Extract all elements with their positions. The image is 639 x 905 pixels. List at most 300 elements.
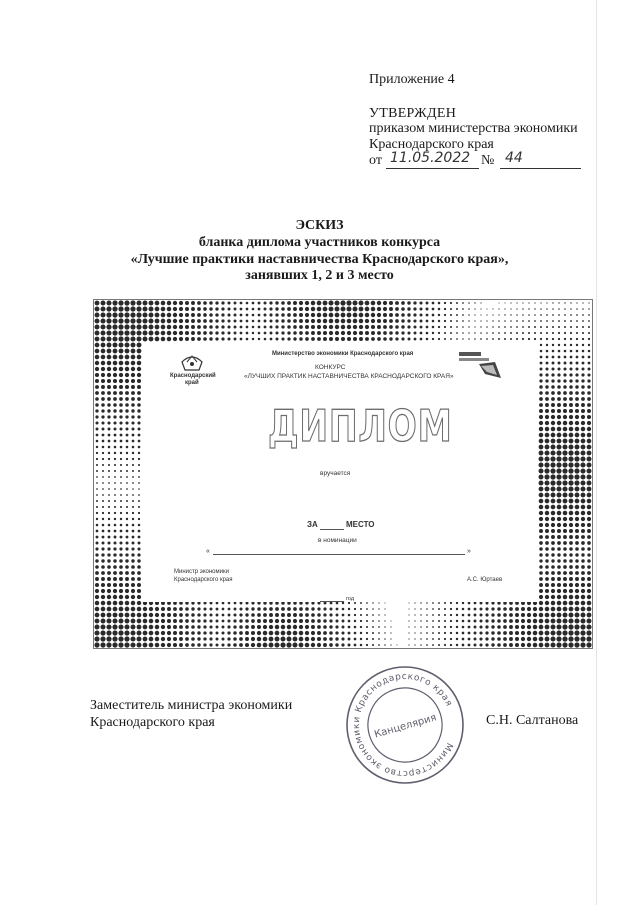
halftone-dot [96, 476, 98, 478]
halftone-dot [137, 619, 142, 624]
halftone-dot [287, 337, 290, 340]
halftone-dot [354, 632, 357, 635]
halftone-dot [197, 637, 200, 640]
halftone-dot [112, 336, 117, 341]
halftone-dot [126, 476, 128, 478]
halftone-dot [119, 355, 124, 360]
halftone-dot [378, 626, 380, 628]
halftone-dot [149, 613, 153, 617]
halftone-dot [551, 529, 555, 533]
halftone-dot [227, 319, 230, 322]
halftone-dot [185, 643, 189, 647]
halftone-dot [574, 618, 579, 623]
halftone-dot [155, 331, 160, 336]
halftone-dot [114, 494, 116, 496]
halftone-dot [568, 624, 573, 629]
halftone-dot [293, 625, 297, 629]
halftone-dot [155, 301, 160, 306]
halftone-dot [317, 325, 321, 329]
halftone-dot [564, 356, 567, 359]
halftone-dot [299, 619, 303, 623]
halftone-dot [474, 338, 476, 340]
halftone-dot [102, 434, 105, 437]
halftone-dot [580, 624, 585, 629]
halftone-dot [101, 547, 104, 550]
halftone-dot [107, 565, 111, 569]
halftone-dot [569, 559, 573, 563]
halftone-dot [124, 336, 129, 341]
halftone-dot [131, 625, 136, 630]
halftone-dot [569, 595, 573, 599]
halftone-dot [582, 302, 583, 303]
halftone-dot [264, 332, 267, 335]
halftone-dot [557, 511, 562, 516]
halftone-dot [558, 308, 560, 310]
krasnodar-emblem-icon [179, 350, 205, 372]
halftone-dot [378, 602, 379, 603]
halftone-dot [209, 631, 212, 634]
halftone-dot [137, 373, 141, 377]
halftone-dot [222, 620, 225, 623]
halftone-dot [474, 626, 477, 629]
halftone-dot [426, 308, 429, 311]
halftone-dot [545, 493, 550, 498]
halftone-dot [137, 415, 140, 418]
halftone-dot [556, 462, 561, 467]
halftone-dot [568, 456, 573, 461]
halftone-dot [120, 530, 123, 533]
halftone-dot [575, 379, 578, 382]
halftone-dot [335, 331, 339, 335]
halftone-dot [299, 313, 303, 317]
halftone-dot [100, 324, 105, 329]
halftone-dot [281, 319, 284, 322]
halftone-dot [113, 409, 116, 412]
halftone-dot [102, 494, 104, 496]
halftone-dot [221, 637, 224, 640]
halftone-dot [335, 625, 338, 628]
halftone-dot [95, 613, 100, 618]
halftone-dot [317, 337, 321, 341]
halftone-dot [101, 349, 106, 354]
halftone-dot [444, 620, 446, 622]
halftone-dot [390, 620, 391, 621]
halftone-dot [118, 630, 123, 635]
halftone-dot [480, 314, 481, 315]
halftone-dot [119, 619, 124, 624]
halftone-dot [102, 428, 105, 431]
halftone-dot [533, 631, 538, 636]
halftone-dot [143, 607, 147, 611]
halftone-dot [444, 626, 446, 628]
halftone-dot [510, 314, 511, 315]
halftone-dot [557, 379, 560, 382]
halftone-dot [269, 301, 272, 304]
halftone-dot [574, 450, 579, 455]
halftone-dot [136, 330, 141, 335]
halftone-dot [119, 607, 124, 612]
halftone-dot [420, 602, 421, 603]
halftone-dot [556, 450, 561, 455]
halftone-dot [94, 636, 99, 641]
halftone-dot [113, 343, 118, 348]
halftone-dot [444, 632, 446, 634]
halftone-dot [545, 373, 548, 376]
halftone-dot [137, 631, 142, 636]
halftone-dot [228, 608, 231, 611]
halftone-dot [239, 619, 242, 622]
halftone-dot [563, 391, 567, 395]
halftone-dot [359, 307, 364, 312]
halftone-dot [120, 476, 122, 478]
halftone-dot [562, 636, 567, 641]
halftone-dot [413, 301, 416, 304]
halftone-dot [126, 488, 128, 490]
halftone-dot [384, 626, 385, 627]
halftone-dot [516, 308, 517, 309]
halftone-dot [114, 440, 117, 443]
halftone-dot [113, 397, 117, 401]
halftone-dot [360, 620, 362, 622]
halftone-dot [551, 421, 555, 425]
halftone-dot [534, 338, 536, 340]
halftone-dot [227, 643, 230, 646]
halftone-dot [215, 319, 218, 322]
halftone-dot [222, 614, 225, 617]
halftone-dot [323, 313, 328, 318]
halftone-dot [420, 620, 421, 621]
halftone-dot [426, 620, 428, 622]
halftone-dot [468, 626, 471, 629]
halftone-dot [522, 314, 524, 316]
halftone-dot [588, 338, 590, 340]
halftone-dot [275, 637, 280, 642]
halftone-dot [562, 468, 567, 473]
halftone-dot [540, 338, 542, 340]
halftone-dot [556, 486, 561, 491]
halftone-dot [515, 625, 519, 629]
halftone-dot [275, 631, 280, 636]
halftone-dot [131, 355, 136, 360]
title-line-3: «Лучшие практики наставничества Краснодарского края», [130, 252, 509, 267]
halftone-dot [155, 613, 159, 617]
halftone-dot [539, 451, 544, 456]
halftone-dot [305, 643, 310, 648]
halftone-dot [346, 300, 351, 305]
halftone-dot [587, 391, 591, 395]
halftone-dot [107, 589, 111, 593]
halftone-dot [108, 458, 110, 460]
halftone-dot [95, 601, 99, 605]
halftone-dot [557, 499, 562, 504]
year-suffix: год [346, 596, 355, 602]
halftone-dot [551, 571, 555, 575]
halftone-dot [359, 331, 363, 335]
halftone-dot [286, 642, 291, 647]
halftone-dot [234, 338, 237, 341]
halftone-dot [173, 331, 177, 335]
halftone-dot [335, 643, 338, 646]
halftone-dot [420, 644, 422, 646]
halftone-dot [179, 607, 183, 611]
halftone-dot [558, 332, 560, 334]
halftone-dot [558, 302, 559, 303]
halftone-dot [551, 517, 555, 521]
halftone-dot [533, 625, 538, 630]
halftone-dot [234, 314, 237, 317]
halftone-dot [209, 619, 212, 622]
halftone-dot [568, 486, 573, 491]
halftone-dot [569, 505, 574, 510]
halftone-dot [581, 445, 586, 450]
halftone-dot [142, 318, 147, 323]
halftone-dot [347, 331, 351, 335]
halftone-dot [516, 332, 518, 334]
halftone-dot [354, 626, 357, 629]
halftone-dot [126, 440, 129, 443]
halftone-dot [456, 638, 458, 640]
halftone-dot [564, 314, 566, 316]
halftone-dot [149, 643, 154, 648]
halftone-dot [557, 577, 561, 581]
halftone-dot [101, 355, 106, 360]
halftone-dot [107, 367, 111, 371]
halftone-dot [107, 409, 110, 412]
halftone-dot [317, 631, 321, 635]
halftone-dot [540, 308, 542, 310]
halftone-dot [551, 499, 556, 504]
halftone-dot [534, 326, 536, 328]
halftone-dot [539, 529, 543, 533]
halftone-dot [552, 338, 554, 340]
halftone-dot [167, 337, 171, 341]
halftone-dot [497, 619, 501, 623]
halftone-dot [113, 583, 117, 587]
halftone-dot [161, 631, 165, 635]
halftone-dot [569, 601, 574, 606]
halftone-dot [107, 547, 110, 550]
halftone-dot [161, 319, 166, 324]
halftone-dot [215, 313, 218, 316]
halftone-dot [179, 319, 183, 323]
halftone-dot [450, 314, 452, 316]
halftone-dot [143, 625, 148, 630]
halftone-dot [102, 518, 104, 520]
halftone-dot [179, 637, 183, 641]
halftone-dot [521, 637, 525, 641]
halftone-dot [293, 325, 297, 329]
halftone-dot [546, 326, 548, 328]
halftone-dot [408, 632, 409, 633]
halftone-dot [562, 480, 567, 485]
halftone-dot [456, 620, 458, 622]
halftone-dot [246, 326, 249, 329]
halftone-dot [557, 409, 561, 413]
halftone-dot [390, 644, 391, 645]
halftone-dot [545, 577, 549, 581]
halftone-dot [102, 470, 104, 472]
halftone-dot [341, 337, 345, 341]
halftone-dot [149, 625, 154, 630]
halftone-dot [137, 349, 142, 354]
halftone-dot [96, 536, 99, 539]
halftone-dot [106, 624, 111, 629]
halftone-dot [377, 319, 381, 323]
halftone-dot [462, 614, 465, 617]
halftone-dot [239, 625, 243, 629]
halftone-dot [251, 643, 255, 647]
halftone-dot [581, 391, 585, 395]
halftone-dot [191, 337, 195, 341]
halftone-dot [317, 619, 321, 623]
halftone-dot [108, 476, 110, 478]
halftone-dot [108, 452, 110, 454]
halftone-dot [539, 631, 544, 636]
halftone-dot [408, 638, 409, 639]
halftone-dot [575, 541, 579, 545]
halftone-dot [119, 589, 123, 593]
halftone-dot [95, 379, 99, 383]
halftone-dot [545, 445, 550, 450]
halftone-dot [581, 511, 585, 515]
halftone-dot [348, 620, 351, 623]
halftone-dot [582, 332, 584, 334]
halftone-dot [305, 631, 309, 635]
halftone-dot [557, 601, 562, 606]
halftone-dot [366, 638, 368, 640]
halftone-dot [552, 302, 553, 303]
halftone-dot [474, 332, 475, 333]
halftone-dot [179, 307, 183, 311]
halftone-dot [120, 464, 122, 466]
halftone-dot [274, 642, 279, 647]
halftone-dot [580, 618, 585, 623]
halftone-dot [108, 470, 110, 472]
halftone-dot [108, 482, 110, 484]
halftone-dot [342, 602, 344, 604]
halftone-dot [395, 301, 399, 305]
halftone-dot [112, 630, 117, 635]
halftone-dot [563, 595, 567, 599]
halftone-dot [497, 637, 501, 641]
halftone-dot [299, 325, 303, 329]
halftone-dot [95, 571, 99, 575]
halftone-dot [95, 619, 100, 624]
halftone-dot [275, 313, 278, 316]
halftone-dot [179, 619, 183, 623]
halftone-dot [563, 583, 567, 587]
halftone-dot [586, 624, 591, 629]
halftone-dot [522, 320, 524, 322]
halftone-dot [576, 314, 578, 316]
halftone-dot [120, 512, 122, 514]
halftone-dot [545, 403, 549, 407]
halftone-dot [587, 433, 592, 438]
halftone-dot [203, 307, 207, 311]
halftone-dot [539, 571, 543, 575]
halftone-dot [114, 476, 116, 478]
halftone-dot [113, 577, 117, 581]
halftone-dot [155, 619, 159, 623]
halftone-dot [209, 301, 212, 304]
halftone-dot [173, 619, 177, 623]
halftone-dot [539, 385, 542, 388]
halftone-dot [138, 512, 140, 514]
halftone-dot [551, 409, 555, 413]
halftone-dot [563, 523, 567, 527]
halftone-dot [569, 553, 572, 556]
halftone-dot [444, 644, 446, 646]
halftone-dot [299, 319, 303, 323]
halftone-dot [480, 308, 481, 309]
halftone-dot [545, 409, 549, 413]
halftone-dot [372, 614, 374, 616]
halftone-dot [366, 602, 368, 604]
halftone-dot [371, 337, 375, 341]
halftone-dot [551, 385, 554, 388]
halftone-dot [558, 350, 561, 353]
halftone-dot [353, 307, 358, 312]
halftone-dot [557, 427, 562, 432]
halftone-dot [132, 518, 134, 520]
halftone-dot [138, 482, 140, 484]
halftone-dot [438, 626, 440, 628]
halftone-dot [587, 613, 592, 618]
halftone-dot [550, 480, 555, 485]
halftone-dot [414, 632, 415, 633]
halftone-dot [114, 434, 117, 437]
halftone-dot [102, 536, 105, 539]
halftone-dot [131, 391, 135, 395]
halftone-dot [414, 332, 417, 335]
halftone-dot [101, 361, 105, 365]
halftone-dot [552, 326, 554, 328]
halftone-dot [545, 619, 550, 624]
halftone-dot [246, 302, 249, 305]
halftone-dot [323, 301, 328, 306]
halftone-dot [113, 385, 117, 389]
halftone-dot [126, 530, 129, 533]
halftone-dot [384, 608, 385, 609]
halftone-dot [575, 523, 579, 527]
halftone-dot [575, 547, 579, 551]
halftone-dot [102, 512, 104, 514]
halftone-dot [359, 325, 363, 329]
halftone-dot [305, 319, 309, 323]
halftone-dot [365, 313, 370, 318]
halftone-dot [209, 331, 212, 334]
halftone-dot [557, 493, 562, 498]
halftone-dot [569, 439, 574, 444]
halftone-dot [233, 613, 236, 616]
halftone-dot [522, 338, 524, 340]
halftone-dot [119, 409, 122, 412]
halftone-dot [305, 337, 309, 341]
halftone-dot [132, 476, 134, 478]
halftone-dot [227, 325, 230, 328]
halftone-dot [106, 330, 111, 335]
halftone-dot [131, 379, 135, 383]
halftone-dot [492, 338, 494, 340]
halftone-dot [287, 613, 291, 617]
halftone-dot [563, 403, 567, 407]
halftone-dot [138, 428, 141, 431]
halftone-dot [299, 607, 303, 611]
halftone-dot [113, 373, 117, 377]
halftone-dot [119, 541, 122, 544]
halftone-dot [125, 379, 129, 383]
halftone-dot [569, 367, 572, 370]
